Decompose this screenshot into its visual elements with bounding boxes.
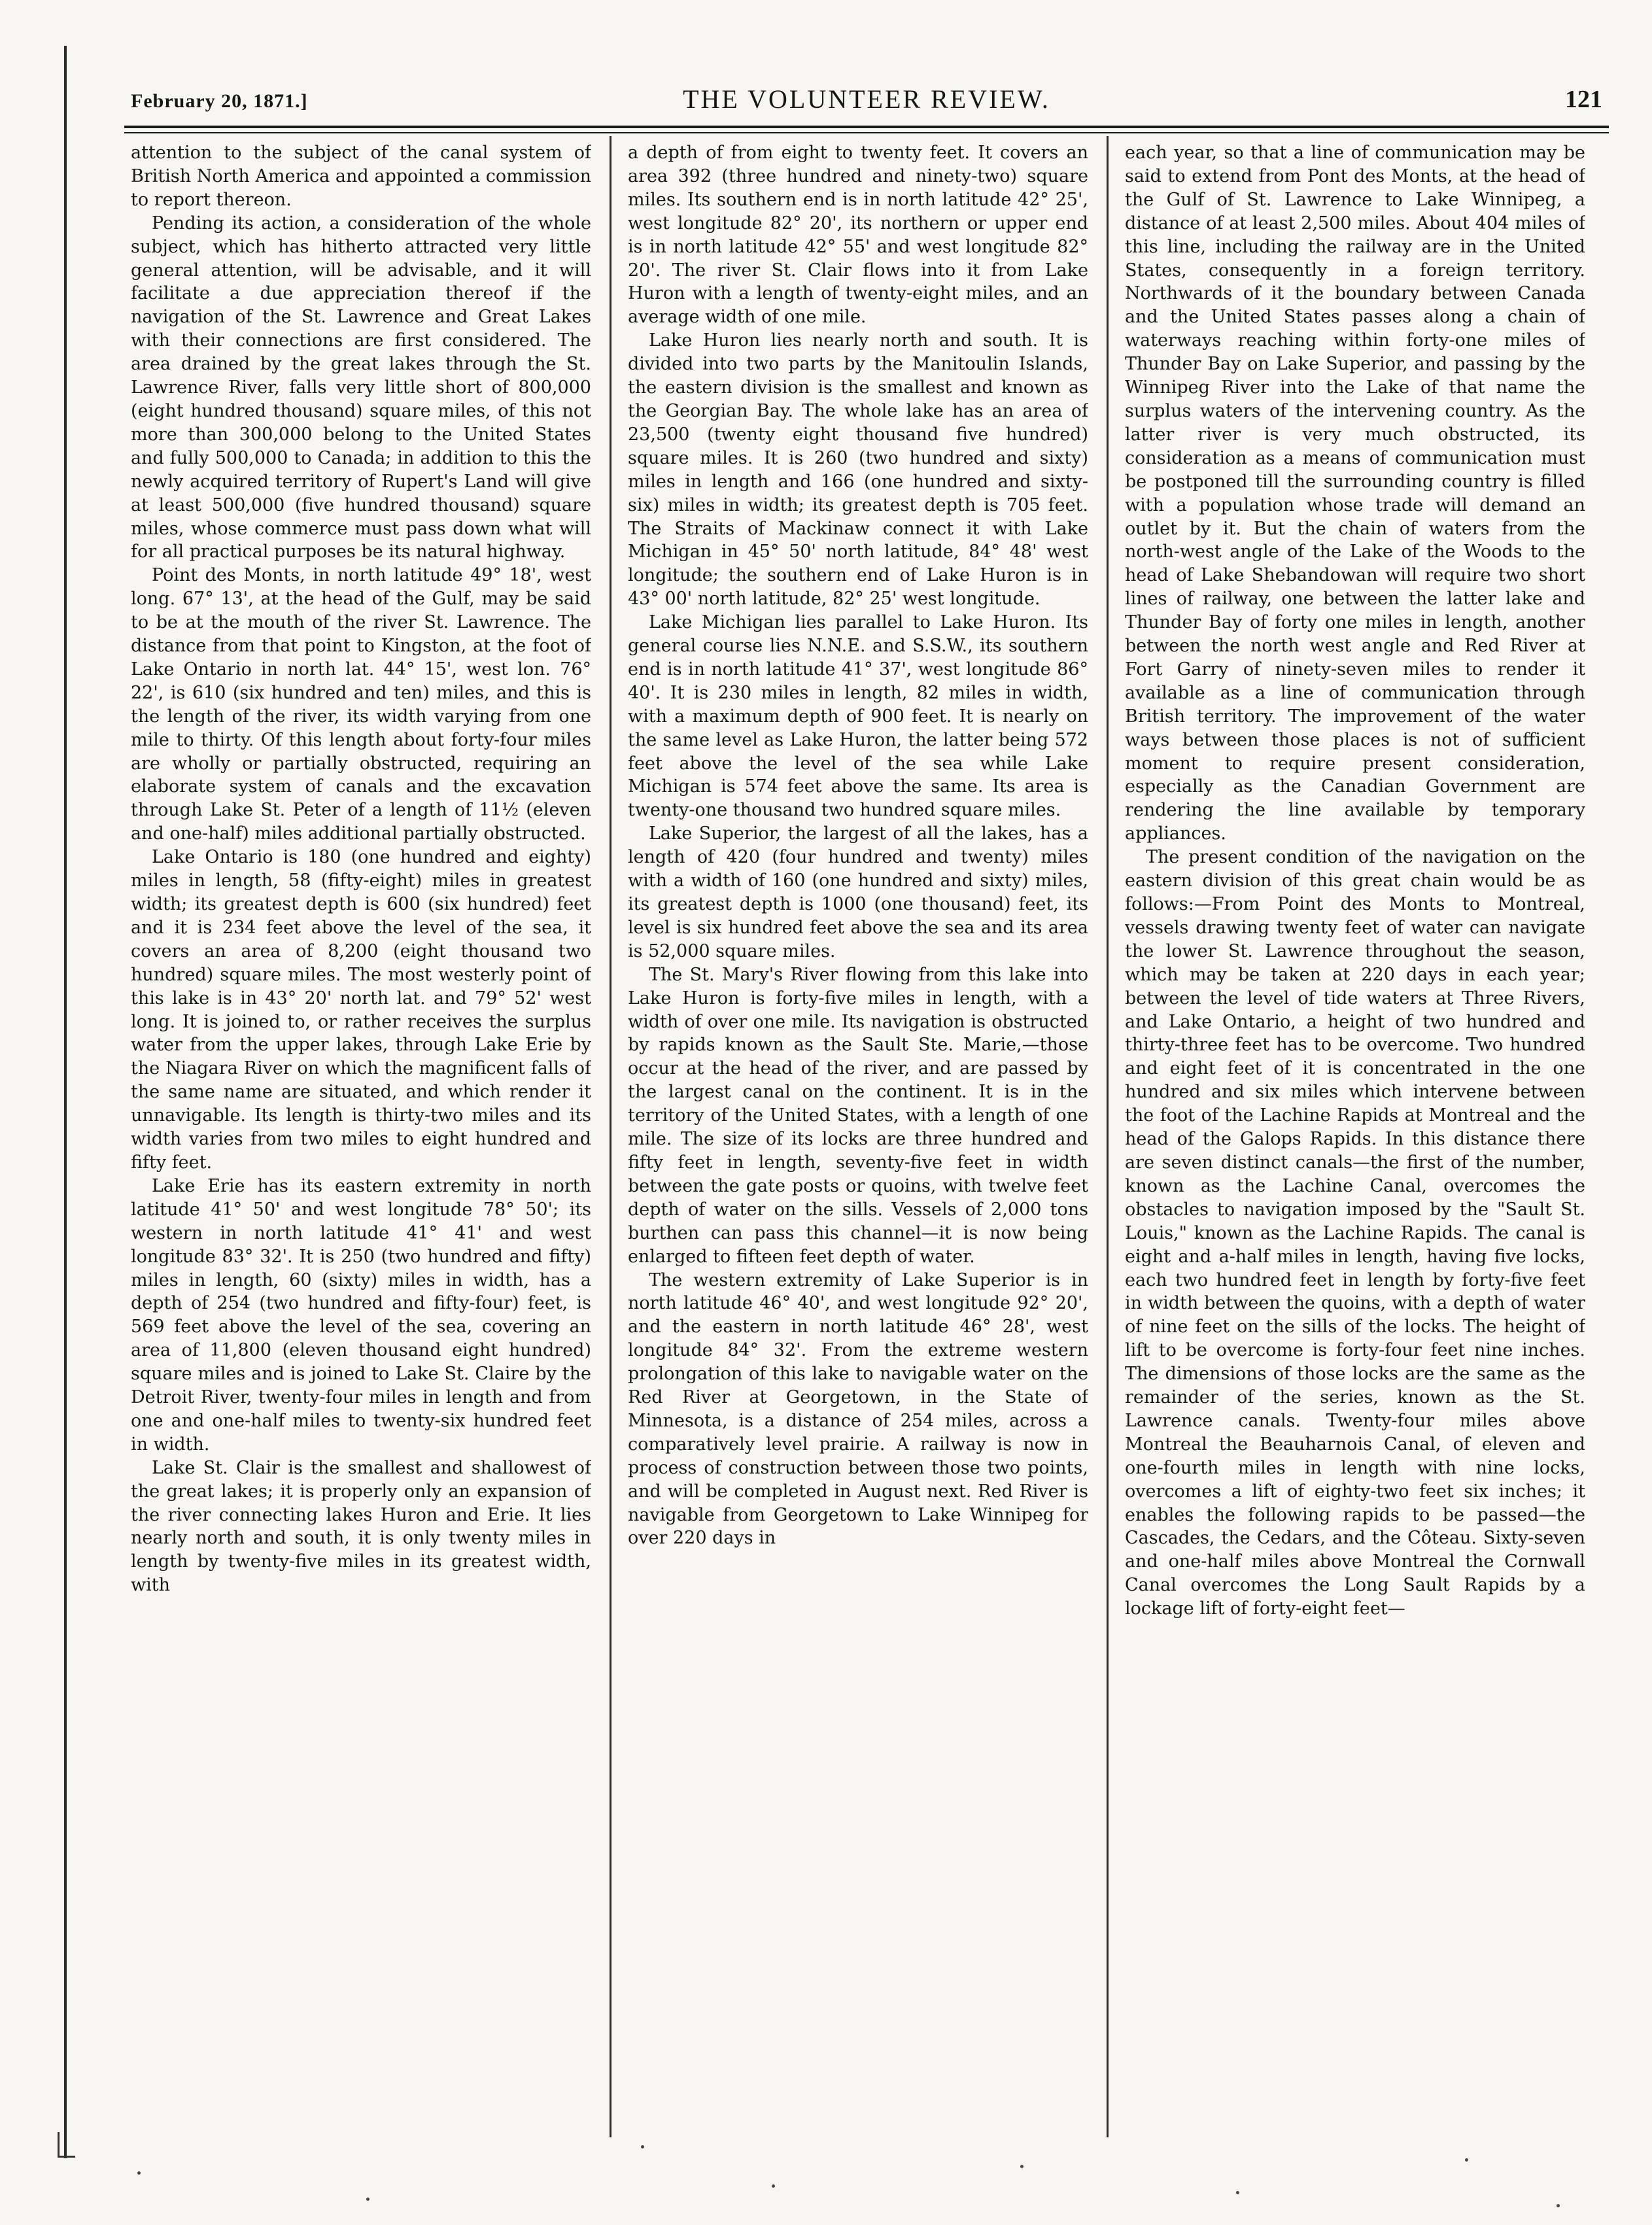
publication-title: THE VOLUNTEER REVIEW. xyxy=(683,84,1050,114)
paragraph: Lake Ontario is 180 (one hundred and eighty) miles in length, 58 (fifty-eight) miles in greatest width; its greatest depth is 600 (six hundred) feet and it is 234 feet above the level of the sea, it covers an area of 8,200 (eight thousand two hundred) square miles. The most westerly point of this lake is in 43° 20' north lat. and 79° 52' west long. It is joined to, or rather receives the surplus water from the upper lakes, through Lake Erie by the Niagara River on which the magnificent falls of the same name are situated, and which render it unnavigable. Its length is thirty-two miles and its width varies from two miles to eight hundred and fifty feet. xyxy=(131,847,591,1173)
ink-speck xyxy=(1465,2158,1468,2162)
article-columns xyxy=(131,141,1602,2113)
paragraph: The present condition of the navigation on the eastern division of this great chain would be as follows:—From Point des Monts to Montreal, vessels drawing twenty feet of water can navigate the lower St. Lawrence throughout the season, which may be taken at 220 days in each year; between the level of tide waters at Three Rivers, and Lake Ontario, a height of two hundred and thirty-three feet has to be overcome. Two hundred and eight feet of it is concentrated in the one hundred and six miles which intervene between the foot of the Lachine Rapids at Montreal and the head of the Galops Rapids. In this distance there are seven distinct canals—the first of the number, known as the Lachine Canal, overcomes the obstacles to navigation imposed by the "Sault St. Louis," known as the Lachine Rapids. The canal is eight and a-half miles in length, having five locks, each two hundred feet in length by forty-five feet in width between the quoins, with a depth of water of nine feet on the sills of the locks. The height of lift to be overcome is forty-four feet nine inches. The dimensions of those locks are the same as the remainder of the series, known as the St. Lawrence canals. Twenty-four miles above Montreal the Beauharnois Canal, of eleven and one-fourth miles in length with nine locks, overcomes a lift of eighty-two feet six inches; it enables the following rapids to be passed—the Cascades, the Cedars, and the Côteau. Sixty-seven and one-half miles above Montreal the Cornwall Canal overcomes the Long Sault Rapids by a lockage lift of forty-eight feet— xyxy=(1125,847,1585,1619)
paragraph: Lake Michigan lies parallel to Lake Huron. Its general course lies N.N.E. and S.S.W., its southern end is in north latitude 41° 37', west longitude 86° 40'. It is 230 miles in length, 82 miles in width, with a maximum depth of 900 feet. It is nearly on the same level as Lake Huron, the latter being 572 feet above the level of the sea while Lake Michigan is 574 feet above the same. Its area is twenty-one thousand two hundred square miles. xyxy=(628,612,1088,821)
paragraph: Lake St. Clair is the smallest and shallowest of the great lakes; it is properly only an expansion of the river connecting lakes Huron and Erie. It lies nearly north and south, it is only twenty miles in length by twenty-five miles in its greatest width, with xyxy=(131,1457,591,1596)
ink-speck xyxy=(1236,2191,1239,2194)
ink-speck xyxy=(1020,2165,1024,2168)
paragraph: Lake Huron lies nearly north and south. It is divided into two parts by the Manitoulin Islands, the eastern division is the smallest and known as the Georgian Bay. The whole lake has an area of 23,500 (twenty eight thousand five hundred) square miles. It is 260 (two hundred and sixty) miles in length and 166 (one hundred and sixty-six) miles in width; its greatest depth is 705 feet. The Straits of Mackinaw connect it with Lake Michigan in 45° 50' north latitude, 84° 48' west longitude; the southern end of Lake Huron is in 43° 00' north latitude, 82° 25' west longitude. xyxy=(628,330,1088,610)
print-specks xyxy=(0,2119,1652,2224)
paragraph: The western extremity of Lake Superior is in north latitude 46° 40', and west longitude 92° 20', and the eastern in north latitude 46° 28', west longitude 84° 32'. From the extreme western prolongation of this lake to navigable water on the Red River at Georgetown, in the State of Minnesota, is a distance of 254 miles, across a comparatively level prairie. A railway is now in process of construction between those two points, and will be completed in August next. Red River is navigable from Georgetown to Lake Winnipeg for over 220 days in xyxy=(628,1269,1088,1549)
page-number: 121 xyxy=(1565,86,1602,113)
paragraph: The St. Mary's River flowing from this lake into Lake Huron is forty-five miles in length, with a width of over one mile. Its navigation is obstructed by rapids known as the Sault Ste. Marie,—those occur at the head of the river, and are passed by the largest canal on the continent. It is in the territory of the United States, with a length of one mile. The size of its locks are three hundred and fifty feet in length, seventy-five feet in width between the gate posts or quoins, with twelve feet depth of water on the sills. Vessels of 2,000 tons burthen can pass this channel—it is now being enlarged to fifteen feet depth of water. xyxy=(628,964,1088,1267)
column-3 xyxy=(1125,141,1585,2113)
header-rule xyxy=(124,126,1609,128)
paragraph: attention to the subject of the canal system of British North America and appointed a commission to report thereon. xyxy=(131,143,591,210)
header-rule-thin xyxy=(124,132,1609,133)
column-1 xyxy=(131,141,591,2113)
page-header xyxy=(131,72,1602,131)
binding-line xyxy=(64,46,67,2158)
paragraph: Lake Superior, the largest of all the lakes, has a length of 420 (four hundred and twenty) miles with a width of 160 (one hundred and sixty) miles, its greatest depth is 1000 (one thousand) feet, its level is six hundred feet above the sea and its area is 52,000 square miles. xyxy=(628,823,1088,961)
paragraph: each year, so that a line of communication may be said to extend from Pont des Monts, at the head of the Gulf of St. Lawrence to Lake Winnipeg, a distance of at least 2,500 miles. About 404 miles of this line, including the railway are in the United States, consequently in a foreign territory. Northwards of it the boundary between Canada and the United States passes along a chain of waterways reaching within forty-one miles of Thunder Bay on Lake Superior, and passing by the Winnipeg River into the Lake of that name the surplus waters of the intervening country. As the latter river is very much obstructed, its consideration as a means of communication must be postponed till the surrounding country is filled with a population whose trade will demand an outlet by it. But the chain of waters from the north-west angle of the Lake of the Woods to the head of Lake Shebandowan will require two short lines of railway, one between the latter lake and Thunder Bay of forty one miles in length, another between the north west angle and Red River at Fort Garry of ninety-seven miles to render it available as a line of communication through British territory. The improvement of the water ways between those places is not of sufficient moment to require present consideration, especially as the Canadian Government are rendering the line available by temporary appliances. xyxy=(1125,143,1585,844)
paragraph: Pending its action, a consideration of the whole subject, which has hitherto attracted very little general attention, will be advisable, and it will facilitate a due appreciation thereof if the navigation of the St. Lawrence and Great Lakes with their connections are first considered. The area drained by the great lakes through the St. Lawrence River, falls very little short of 800,000 (eight hundred thousand) square miles, of this not more than 300,000 belong to the United States and fully 500,000 to Canada; in addition to this the newly acquired territory of Rupert's Land will give at least 500,000 (five hundred thousand) square miles, whose commerce must pass down what will for all practical purposes be its natural highway. xyxy=(131,213,591,562)
paragraph: a depth of from eight to twenty feet. It covers an area 392 (three hundred and ninety-two) square miles. Its southern end is in north latitude 42° 25', west longitude 82° 20', its northern or upper end is in north latitude 42° 55' and west longitude 82° 20'. The river St. Clair flows into it from Lake Huron with a length of twenty-eight miles, and an average width of one mile. xyxy=(628,143,1088,328)
ink-speck xyxy=(137,2171,141,2175)
ink-speck xyxy=(772,2184,775,2188)
column-2 xyxy=(628,141,1088,2113)
ink-speck xyxy=(1557,2204,1560,2207)
paragraph: Point des Monts, in north latitude 49° 18', west long. 67° 13', at the head of the Gulf, may be said to be at the mouth of the river St. Lawrence. The distance from that point to Kingston, at the foot of Lake Ontario in north lat. 44° 15', west lon. 76° 22', is 610 (six hundred and ten) miles, and this is the length of the river, its width varying from one mile to thirty. Of this length about forty-four miles are wholly or partially obstructed, requiring an elaborate system of canals and the excavation through Lake St. Peter of a length of 11½ (eleven and one-half) miles additional partially obstructed. xyxy=(131,565,591,844)
header-date: February 20, 1871.] xyxy=(131,90,308,112)
ink-speck xyxy=(641,2145,644,2148)
ink-speck xyxy=(366,2198,370,2201)
paragraph: Lake Erie has its eastern extremity in north latitude 41° 50' and west longitude 78° 50'; its western in north latitude 41° 41' and west longitude 83° 32'. It is 250 (two hundred and fifty) miles in length, 60 (sixty) miles in width, has a depth of 254 (two hundred and fifty-four) feet, is 569 feet above the level of the sea, covering an area of 11,800 (eleven thousand eight hundred) square miles and is joined to Lake St. Claire by the Detroit River, twenty-four miles in length and from one and one-half miles to twenty-six hundred feet in width. xyxy=(131,1175,591,1455)
